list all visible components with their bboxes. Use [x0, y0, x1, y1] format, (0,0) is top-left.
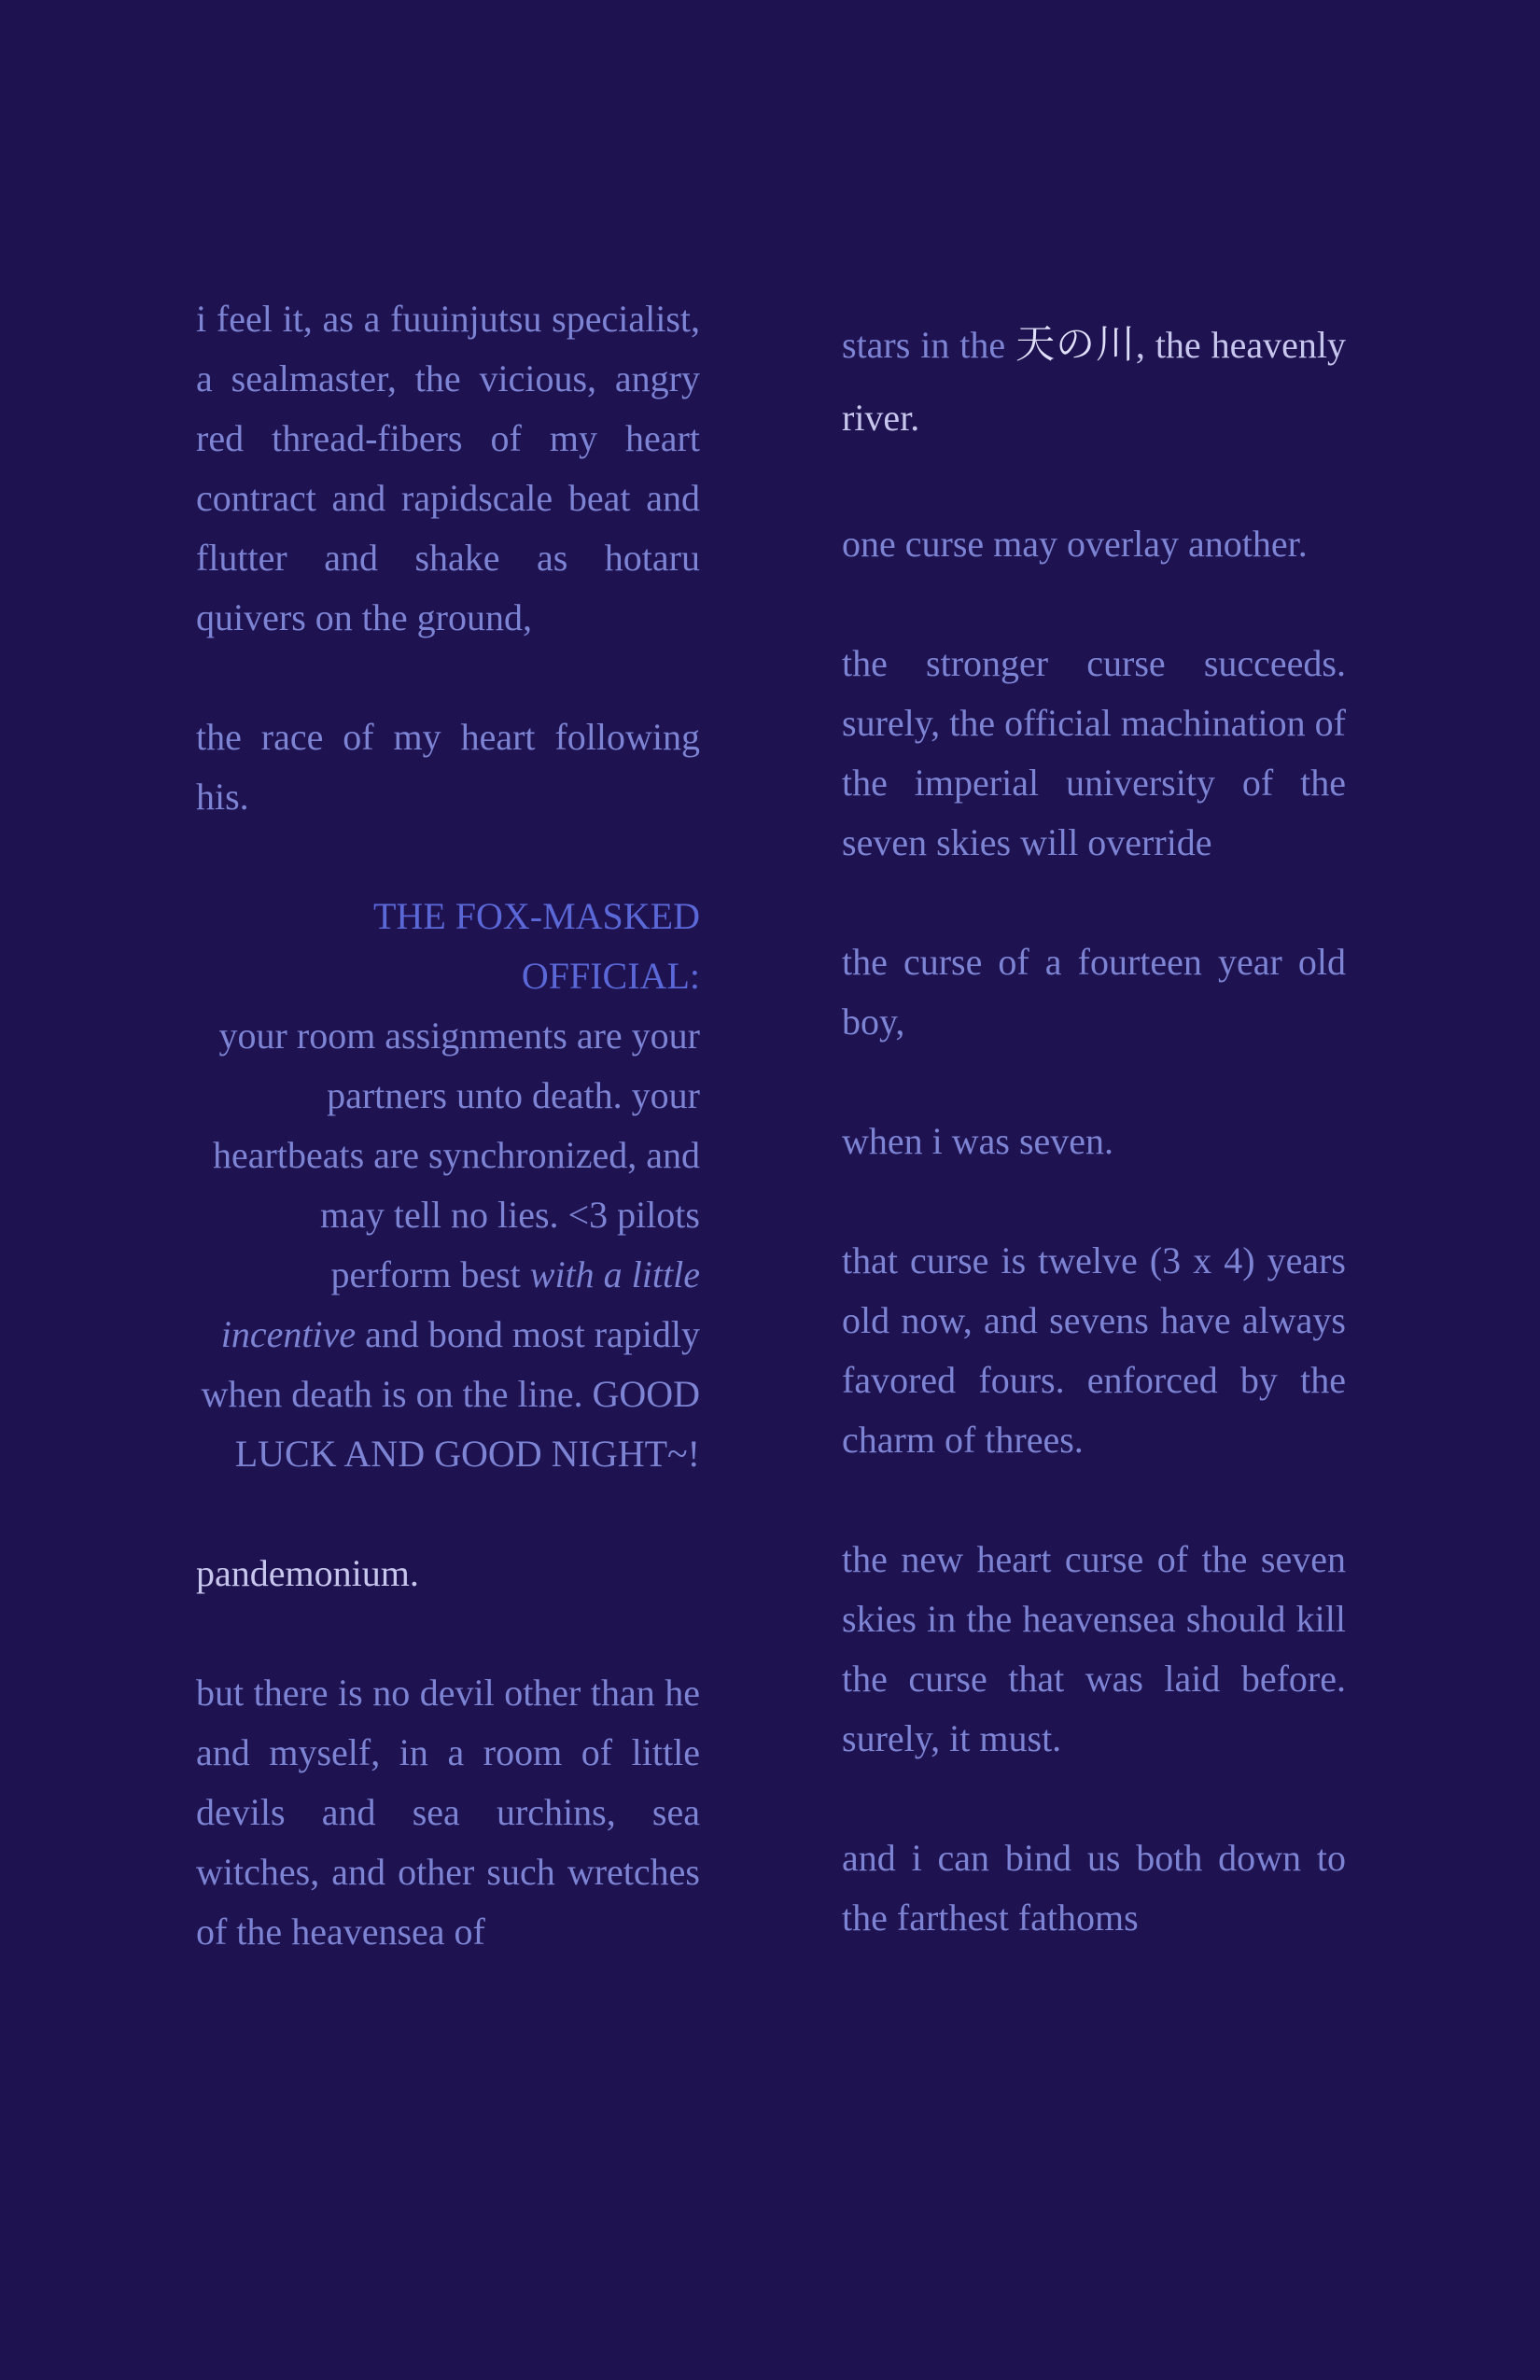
paragraph-twelve: that curse is twelve (3 x 4) years old now, and sevens have always favored fours. enforced by the charm of threes.	[842, 1239, 1346, 1461]
paragraph-sealmaster: i feel it, as a fuuinjutsu specialist, a sealmaster, the vicious, angry red thread-fibers of my heart contract and rapidscale beat and flutter and shake as hotaru quivers on the ground,	[196, 298, 700, 638]
paragraph-new-curse: the new heart curse of the seven skies in the heavensea should kill the curse that was laid before. surely, it must.	[842, 1538, 1346, 1759]
river-part-2: , the heavenly river.	[842, 324, 1346, 439]
official-speech	[196, 1006, 700, 1484]
paragraph-heavenly-river	[842, 308, 1346, 455]
river-part-1: stars in the	[842, 324, 1006, 366]
paragraph-heart-race: the race of my heart following his.	[196, 716, 700, 818]
speech-part-1: your room assignments are your partners unto death. your heartbeats are synchronized, and may tell no lies. <3 pilots perform best	[213, 1015, 700, 1295]
river-kanji: 天の川	[1015, 321, 1136, 367]
right-column	[842, 308, 1346, 2008]
paragraph-seven: when i was seven.	[842, 1120, 1114, 1162]
left-column	[196, 289, 700, 2022]
paragraph-overlay: one curse may overlay another.	[842, 523, 1308, 565]
speech-part-2: and bond most rapidly when death is on the line.	[201, 1313, 700, 1415]
paragraph-fourteen-year: the curse of a fourteen year old boy,	[842, 941, 1346, 1043]
speaker-name: THE FOX-MASKED OFFICIAL:	[373, 895, 700, 997]
speech-italic: with a little incentive	[220, 1253, 700, 1355]
paragraph-stronger-curse: the stronger curse succeeds. surely, the official machination of the imperial university of the seven skies will override	[842, 642, 1346, 863]
speech-caps: GOOD LUCK AND GOOD NIGHT~!	[234, 1373, 700, 1475]
paragraph-devils: but there is no devil other than he and myself, in a room of little devils and sea urchins, sea witches, and other such wretches of the heavensea of	[196, 1672, 700, 1953]
paragraph-fathoms: and i can bind us both down to the farthest fathoms	[842, 1837, 1346, 1939]
paragraph-pandemonium: pandemonium.	[196, 1552, 419, 1594]
